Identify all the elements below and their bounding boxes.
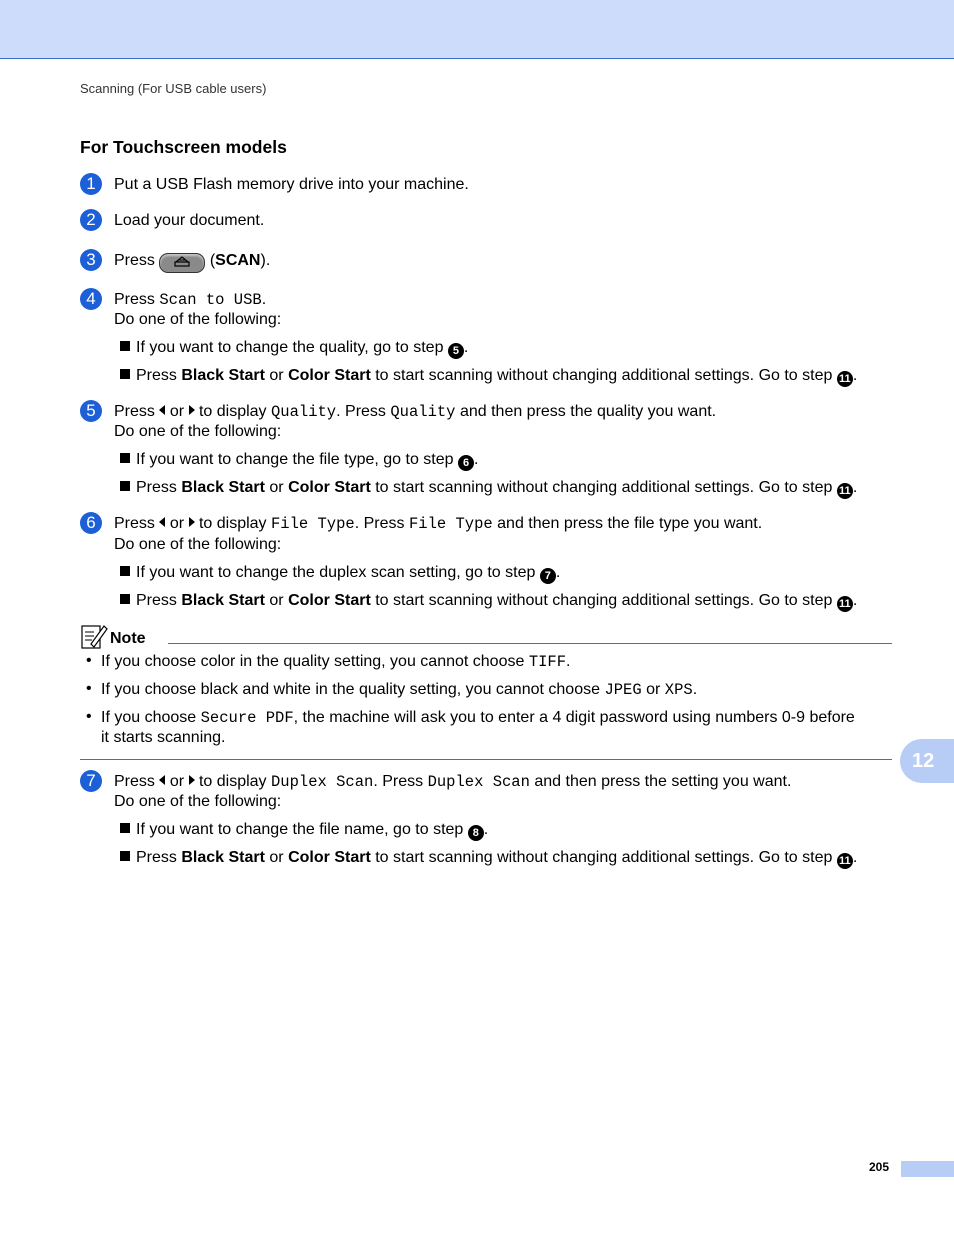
code-quality: Quality — [390, 403, 456, 421]
step-5-bullet-1: If you want to change the file type, go to step 6 . — [120, 450, 478, 471]
step-number-2: 2 — [80, 209, 102, 231]
step-number-4: 4 — [80, 288, 102, 310]
step-ref-icon: 6 — [458, 455, 474, 471]
breadcrumb: Scanning (For USB cable users) — [80, 81, 267, 96]
left-arrow-icon — [159, 775, 165, 785]
note-label: Note — [110, 630, 146, 647]
right-arrow-icon — [189, 405, 195, 415]
note-item-3-line-2: it starts scanning. — [101, 729, 226, 746]
press-word: Press — [114, 252, 155, 269]
note-item-2: If you choose black and white in the quality setting, you cannot choose JPEG or XPS. — [101, 681, 698, 699]
step-4-bullet-2: Press Black Start or Color Start to start scanning without changing additional settings. Go to step 11 . — [120, 366, 857, 387]
step-5-bullet-2: Press Black Start or Color Start to start scanning without changing additional settings. Go to step 11 . — [120, 478, 857, 499]
right-arrow-icon — [189, 775, 195, 785]
step-6-text: Press or to display File Type. Press File Type and then press the file type you want. — [114, 515, 763, 533]
step-7-bullet-1: If you want to change the file name, go to step 8 . — [120, 820, 488, 841]
code-scan-to-usb: Scan to USB — [159, 291, 262, 309]
left-arrow-icon — [159, 517, 165, 527]
step-ref-icon: 11 — [837, 371, 853, 387]
square-bullet-icon — [120, 453, 130, 463]
page-number-bar — [901, 1161, 954, 1177]
chapter-tab: 12 — [900, 739, 954, 783]
step-6-sub: Do one of the following: — [114, 536, 282, 553]
step-2-text: Load your document. — [114, 212, 265, 229]
step-ref-icon: 8 — [468, 825, 484, 841]
step-1-text: Put a USB Flash memory drive into your machine. — [114, 176, 469, 193]
step-number-6: 6 — [80, 512, 102, 534]
note-pencil-icon — [80, 622, 108, 655]
step-4-sub: Do one of the following: — [114, 311, 282, 328]
section-title: For Touchscreen models — [80, 137, 287, 157]
code-quality: Quality — [271, 403, 337, 421]
step-7-text: Press or to display Duplex Scan. Press Duplex Scan and then press the setting you want. — [114, 773, 792, 791]
note-item-3: If you choose Secure PDF, the machine will ask you to enter a 4 digit password using numbers 0-9 before — [101, 709, 855, 727]
step-ref-icon: 5 — [448, 343, 464, 359]
note-item-1: If you choose color in the quality setting, you cannot choose TIFF. — [101, 653, 571, 671]
square-bullet-icon — [120, 369, 130, 379]
code-file-type: File Type — [408, 515, 493, 533]
code-duplex-scan: Duplex Scan — [427, 773, 530, 791]
scan-label: SCAN — [215, 252, 261, 269]
code-file-type: File Type — [271, 515, 355, 533]
step-6-bullet-1: If you want to change the duplex scan setting, go to step 7 . — [120, 563, 560, 584]
note-divider-top — [168, 643, 892, 644]
square-bullet-icon — [120, 594, 130, 604]
step-4-bullet-1: If you want to change the quality, go to step 5 . — [120, 338, 468, 359]
step-number-7: 7 — [80, 770, 102, 792]
left-arrow-icon — [159, 405, 165, 415]
step-number-3: 3 — [80, 249, 102, 271]
square-bullet-icon — [120, 341, 130, 351]
right-arrow-icon — [189, 517, 195, 527]
page-number: 205 — [869, 1160, 890, 1174]
step-number-1: 1 — [80, 173, 102, 195]
note-divider-bottom — [80, 759, 892, 760]
square-bullet-icon — [120, 823, 130, 833]
step-ref-icon: 11 — [837, 483, 853, 499]
step-ref-icon: 11 — [837, 596, 853, 612]
bullet-dot: • — [86, 708, 92, 725]
square-bullet-icon — [120, 566, 130, 576]
step-5-text: Press or to display Quality. Press Quality and then press the quality you want. — [114, 403, 717, 421]
step-5-sub: Do one of the following: — [114, 423, 282, 440]
bullet-dot: • — [86, 652, 92, 669]
step-7-sub: Do one of the following: — [114, 793, 282, 810]
bullet-dot: • — [86, 680, 92, 697]
step-ref-icon: 11 — [837, 853, 853, 869]
header-band — [0, 0, 954, 59]
step-7-bullet-2: Press Black Start or Color Start to start scanning without changing additional settings. Go to step 11 . — [120, 848, 857, 869]
step-number-5: 5 — [80, 400, 102, 422]
step-6-bullet-2: Press Black Start or Color Start to start scanning without changing additional settings. Go to step 11 . — [120, 591, 857, 612]
step-4-text: Press Scan to USB. — [114, 291, 267, 309]
square-bullet-icon — [120, 481, 130, 491]
step-3-text: Press (SCAN). — [114, 251, 270, 273]
code-duplex-scan: Duplex Scan — [271, 773, 374, 791]
step-ref-icon: 7 — [540, 568, 556, 584]
square-bullet-icon — [120, 851, 130, 861]
scan-button-icon — [159, 253, 205, 273]
